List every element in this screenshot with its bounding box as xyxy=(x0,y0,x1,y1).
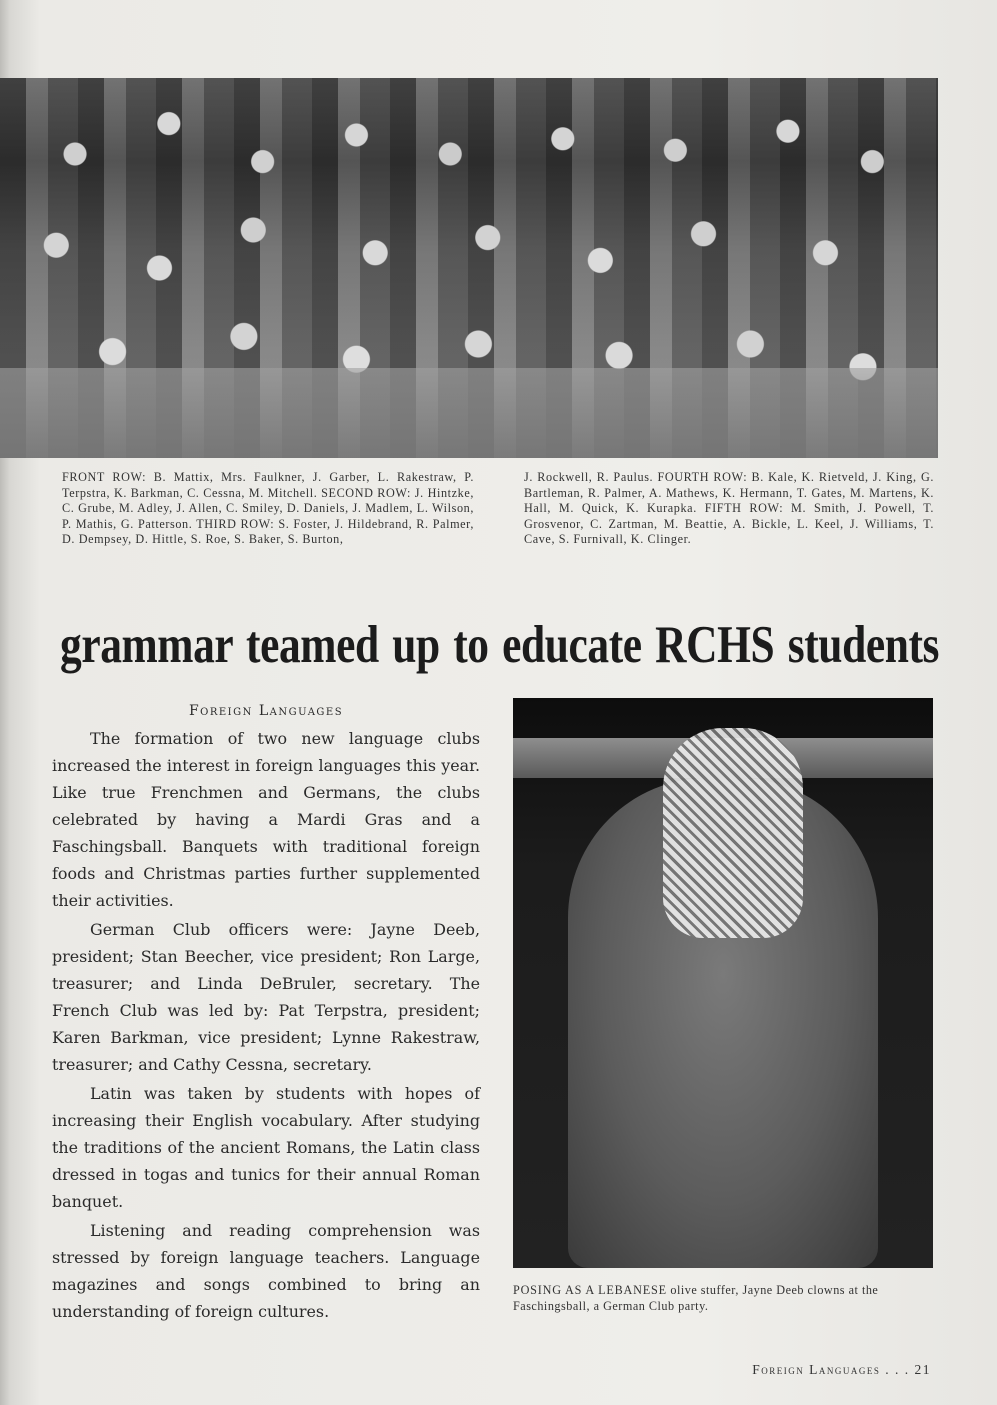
group-caption-left: FRONT ROW: B. Mattix, Mrs. Faulkner, J. Garber, L. Rakestraw, P. Terpstra, K. Barkman, C. Cessna, M. Mitchell. SECOND ROW: J. Hintzke, C. Grube, M. Adley, J. Allen, C. Smiley, D. Daniels, J. Madlem, L. Wilson, P. Mathis, G. Patterson. THIRD ROW: S. Foster, J. Hildebrand, R. Palmer, D. Dempsey, D. Hittle, S. Roe, S. Baker, S. Burton, xyxy=(62,470,474,547)
costume-photo-caption xyxy=(513,1282,935,1314)
footer-separator: . . . xyxy=(880,1362,915,1377)
page-footer xyxy=(752,1362,931,1378)
page-headline: grammar teamed up to educate RCHS students xyxy=(60,616,940,674)
caption-rest: olive stuffer, Jayne Deeb clowns at the Faschingsball, a German Club party. xyxy=(513,1283,879,1313)
article-column xyxy=(52,698,480,1327)
costume-photo xyxy=(513,698,933,1268)
caption-lead: POSING AS A LEBANESE xyxy=(513,1283,667,1297)
article-paragraph: The formation of two new language clubs increased the interest in foreign languages this year. Like true Frenchmen and Germans, the clubs celebrated by having a Mardi Gras and a Faschingsball. Banquets with traditional foreign foods and Christmas parties further supplemented their activities. xyxy=(52,729,480,910)
group-photo-front-row xyxy=(0,368,938,458)
article-section-head: Foreign Languages xyxy=(188,703,344,719)
page-number: 21 xyxy=(914,1362,931,1377)
group-caption-right: J. Rockwell, R. Paulus. FOURTH ROW: B. Kale, K. Rietveld, J. King, G. Bartleman, R. Palmer, A. Mathews, K. Hermann, T. Gates, M. Martens, K. Hall, M. Quick, K. Kurapka. FIFTH ROW: M. Smith, J. Powell, T. Grosvenor, C. Zartman, M. Beattie, A. Bickle, L. Keel, J. Williams, T. Cave, S. Furnivall, K. Clinger. xyxy=(524,470,934,547)
article-paragraph: Latin was taken by students with hopes of increasing their English vocabulary. After studying the traditions of the ancient Romans, the Latin class dressed in togas and tunics for their annual Roman banquet. xyxy=(52,1084,480,1211)
footer-section: Foreign Languages xyxy=(752,1362,881,1377)
group-photo xyxy=(0,78,938,458)
costume-photo-headscarf xyxy=(663,728,803,938)
article-paragraph: German Club officers were: Jayne Deeb, president; Stan Beecher, vice president; Ron Large, treasurer; and Linda DeBruler, secretary. The French Club was led by: Pat Terpstra, president; Karen Barkman, vice president; Lynne Rakestraw, treasurer; and Cathy Cessna, secretary. xyxy=(52,920,480,1074)
article-paragraph: Listening and reading comprehension was stressed by foreign language teachers. Language magazines and songs combined to bring an understanding of foreign cultures. xyxy=(52,1221,480,1321)
